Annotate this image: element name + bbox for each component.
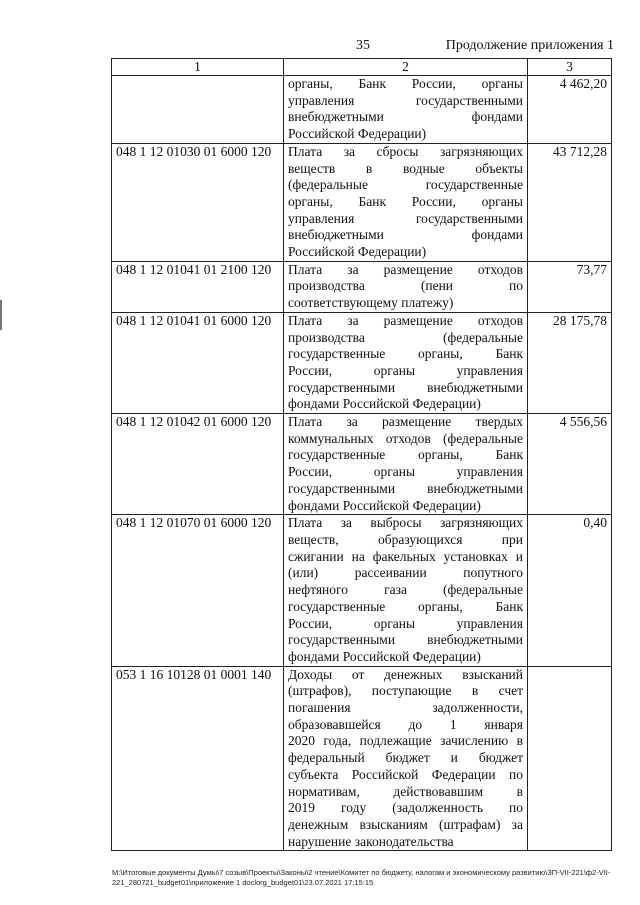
description-line: Доходы от денежных взысканий (288, 666, 523, 682)
description-line: Плата за выбросы загрязняющих (288, 515, 523, 531)
continuation-heading: Продолжение приложения 1 (445, 38, 614, 53)
description-line: 2020 года, подлежащие зачислению в (288, 733, 523, 749)
table-body (112, 76, 612, 851)
description-line: образовавшейся до 1 января (288, 716, 523, 732)
column-header-1: 1 (112, 59, 284, 76)
description-line: органы, Банк России, органы (288, 76, 523, 91)
description-line: Российской Федерации) (288, 126, 427, 142)
table-row (112, 666, 612, 851)
footer-line-1: M:\Итоговые документы Думы\7 созыв\Проекты\Законы\2 чтение\Комитет по бюджету, налогам и экономическому развитию\ЗП-VII-221\ф2-VII- (112, 868, 611, 877)
table-row (112, 143, 612, 261)
amount-cell (528, 666, 612, 851)
description-line: 2019 году (задолженность по (288, 800, 523, 816)
description-line: фондами Российской Федерации) (288, 648, 481, 664)
description-line: нарушение законодательства (288, 833, 454, 849)
description-line: веществ, образующихся при (288, 531, 523, 547)
table-row (112, 515, 612, 666)
description-line: нормативам, действовавшим в (288, 783, 523, 799)
column-header-2: 2 (284, 59, 528, 76)
table-row (112, 414, 612, 515)
description-line: веществ в водные объекты (288, 160, 523, 176)
description-line: управления государственными (288, 210, 523, 226)
amount-cell: 0,40 (528, 515, 612, 666)
budget-code-cell: 048 1 12 01030 01 6000 120 (112, 143, 284, 261)
budget-code-cell: 048 1 12 01042 01 6000 120 (112, 414, 284, 515)
description-cell (284, 312, 528, 413)
budget-code-cell: 048 1 12 01041 01 6000 120 (112, 312, 284, 413)
amount-cell: 28 175,78 (528, 312, 612, 413)
table-row (112, 76, 612, 144)
description-line: фондами Российской Федерации) (288, 396, 481, 412)
description-line: Российской Федерации) (288, 244, 427, 260)
description-line: денежным взысканиям (штрафам) за (288, 816, 523, 832)
file-path-footer (112, 868, 616, 888)
description-line: федеральный бюджет и бюджет (288, 750, 523, 766)
description-line: сжигании на факельных установках и (288, 548, 523, 564)
description-line: России, органы управления (288, 362, 523, 378)
description-cell (284, 666, 528, 851)
description-line: Плата за размещение твердых (288, 414, 523, 430)
description-line: коммунальных отходов (федеральные (288, 430, 523, 446)
description-cell (284, 76, 528, 144)
description-line: производства (федеральные (288, 329, 523, 345)
budget-code-cell (112, 76, 284, 144)
description-line: (федеральные государственные (288, 177, 523, 193)
description-line: субъекта Российской Федерации по (288, 766, 523, 782)
description-line: управления государственными (288, 92, 523, 108)
description-line: внебюджетными фондами (288, 109, 523, 125)
description-line: нефтяного газа (федеральные (288, 582, 523, 598)
description-line: государственными внебюджетными (288, 632, 523, 648)
description-line: государственные органы, Банк (288, 598, 523, 614)
amount-cell: 43 712,28 (528, 143, 612, 261)
description-cell (284, 515, 528, 666)
description-line: внебюджетными фондами (288, 227, 523, 243)
description-line: России, органы управления (288, 615, 523, 631)
description-line: государственными внебюджетными (288, 379, 523, 395)
description-line: государственные органы, Банк (288, 447, 523, 463)
column-number-row (112, 59, 612, 76)
description-line: государственными внебюджетными (288, 480, 523, 496)
description-line: производства (пени по (288, 278, 523, 294)
amount-cell: 4 556,56 (528, 414, 612, 515)
footer-line-2: 221_280721_budget01\приложение 1 doclorg_budget01\23.07.2021 17:15:15 (112, 878, 374, 887)
budget-table (111, 58, 612, 851)
column-header-3: 3 (528, 59, 612, 76)
description-line: России, органы управления (288, 464, 523, 480)
description-line: (штрафов), поступающие в счет (288, 683, 523, 699)
description-line: (или) рассеивании попутного (288, 565, 523, 581)
description-cell (284, 414, 528, 515)
description-line: фондами Российской Федерации) (288, 497, 481, 513)
description-cell (284, 261, 528, 312)
table-row (112, 312, 612, 413)
budget-code-cell: 053 1 16 10128 01 0001 140 (112, 666, 284, 851)
description-line: Плата за размещение отходов (288, 312, 523, 328)
description-line: Плата за размещение отходов (288, 261, 523, 277)
description-line: государственные органы, Банк (288, 346, 523, 362)
description-line: погашения задолженности, (288, 700, 523, 716)
description-line: органы, Банк России, органы (288, 193, 523, 209)
amount-cell: 4 462,20 (528, 76, 612, 144)
description-cell (284, 143, 528, 261)
page-number: 35 (356, 38, 370, 53)
description-line: Плата за сбросы загрязняющих (288, 143, 523, 159)
scan-edge-mark (0, 300, 2, 330)
amount-cell: 73,77 (528, 261, 612, 312)
table-row (112, 261, 612, 312)
budget-code-cell: 048 1 12 01041 01 2100 120 (112, 261, 284, 312)
description-line: соответствующему платежу) (288, 295, 454, 311)
budget-code-cell: 048 1 12 01070 01 6000 120 (112, 515, 284, 666)
